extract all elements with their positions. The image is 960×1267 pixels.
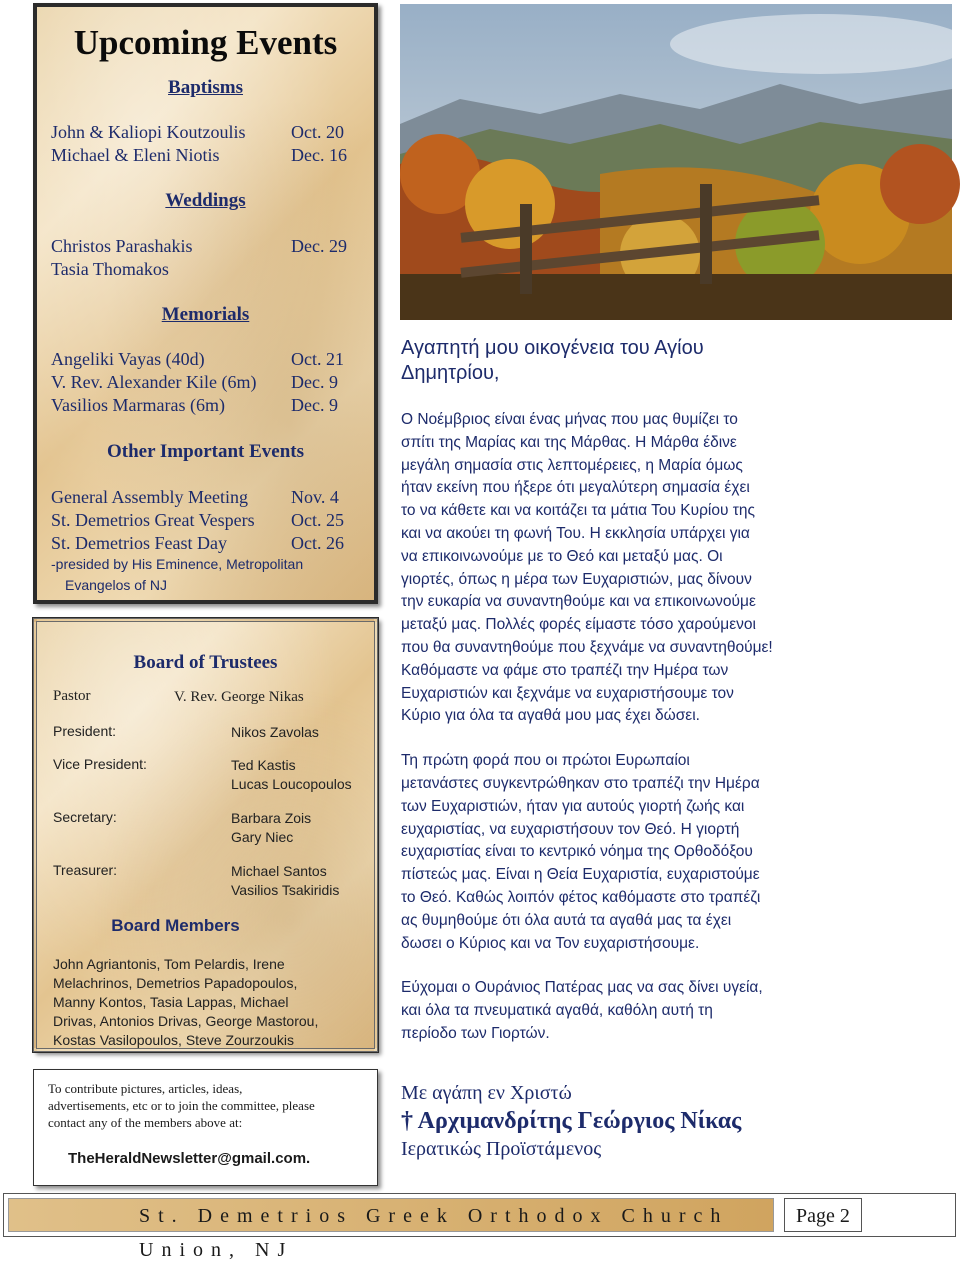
- person-name: Gary Niec: [231, 829, 294, 845]
- role-label: President:: [53, 723, 117, 739]
- church-name-banner: St. Demetrios Greek Orthodox Church Union, NJ: [8, 1198, 774, 1232]
- role-label: Vice President:: [53, 756, 147, 772]
- person-name: Barbara Zois: [231, 810, 312, 826]
- person-name: Michael Santos: [231, 863, 327, 879]
- newsletter-email-link[interactable]: TheHeraldNewsletter@gmail.com.: [68, 1150, 311, 1167]
- letter-signature: † Αρχιμανδρίτης Γεώργιος Νίκας: [401, 1108, 742, 1134]
- page-footer: [3, 1193, 956, 1261]
- person-name: Ted Kastis: [231, 757, 296, 773]
- autumn-landscape-photo: [400, 4, 952, 320]
- person-name: Vasilios Tsakiridis: [231, 882, 340, 898]
- board-of-trustees-heading: Board of Trustees: [133, 652, 278, 673]
- members-line: Melachrinos, Demetrios Papadopoulos,: [53, 975, 298, 991]
- members-line: Manny Kontos, Tasia Lappas, Michael: [53, 994, 289, 1010]
- weddings-heading: Weddings: [165, 190, 246, 211]
- board-members-list: [53, 955, 360, 1050]
- autumn-landscape-image: [400, 4, 952, 320]
- role-label: Treasurer:: [53, 862, 118, 878]
- letter-signature-block: [401, 1080, 741, 1162]
- members-line: John Agriantonis, Tom Pelardis, Irene: [53, 956, 285, 972]
- memorials-heading: Memorials: [161, 304, 250, 325]
- person-name: Lucas Loucopoulos: [231, 776, 352, 792]
- board-members-heading: Board Members: [111, 916, 240, 935]
- upcoming-events-box: Upcoming Events Baptisms John & Kaliopi Koutzoulis Oct. 20 Michael & Eleni Niotis Dec. 16 Weddings Christos Parashakis Dec. 29 Tasia Thomakos Memorials Angeliki Vayas (40d) Oct. 21 V. Rev. Alexander Kile (6m) Dec. 9 Vasilios Marmaras (6m) Dec. 9 Other Important Events General Assembly Meeting Nov. 4 St. Demetrios Great Vespers Oct. 25 St. Demetrios Feast Day Oct. 26 -presided by His Eminence, Metropolitan Evangelos of NJ: [33, 3, 378, 604]
- members-line: Kostas Vasilopoulos, Steve Zourzoukis: [53, 1032, 294, 1048]
- baptisms-heading: Baptisms: [168, 77, 243, 98]
- members-line: Drivas, Antonios Drivas, George Mastorou,: [53, 1013, 319, 1029]
- letter-paragraph-2: Τη πρώτη φορά που οι πρώτοι Ευρωπαίοι μετανάστες συγκεντρώθηκαν στο τραπέζι την Ημέρα των Ευχαριστιών, ήταν για αυτούς γιορτή ζωής και ευχαριστίας, να ευχαριστήσουν τον Θεό. Η γιορτή ευχαριστίας είναι το κεντρικό νόημα της Ορθοδόξου πίστεώς μας. Είναι η Θεία Ευχαριστία, ευχαριστούμε το Θεό. Καθώς λοιπόν φέτος καθόμαστε στο τραπέζι ας θυμηθούμε ότι όλα αυτά τα αγαθά μας τα έχει δωσει ο Κύριος και να Τον ευχαριστήσουμε.: [401, 752, 761, 952]
- role-label: Secretary:: [53, 809, 117, 825]
- role-label: Pastor: [53, 688, 91, 704]
- feast-day-note: -presided by His Eminence, Metropolitan: [51, 556, 304, 572]
- letter-paragraph-1: Ο Νοέμβριος είναι ένας μήνας που μας θυμίζει το σπίτι της Μαρίας και της Μάρθας. Η Μάρθα έδινε μεγάλη σημασία στις λεπτομέρειες, η Μαρία όμως ήταν εκείνη που ήξερε ότι μεγαλύτερη σημασία έχει το να κάθετε και να κοιτάζει τα μάτια Του Κυρίου της και να ακούει τη φωνή Του. Η εκκλησία υπάρχει για να επικοινωνούμε με το Θεό και μεταξύ μας. Οι γιορτές, όπως η μέρα των Ευχαριστιών, μας δίνουν την ευκαρία να συναντηθούμε και να επικοινωνούμε μεταξύ μας. Πολλές φορές είμαστε τόσο χαρούμενοι που θα συναντηθούμε που ξεχνάμε να συναντηθούμε! Καθόμαστε να φάμε στο τραπέζι την Ημέρα των Ευχαριστιών και ξεχνάμε να ευχαριστήσουμε τον Κύριο για όλα τα αγαθά μου μας έχει δώσει.: [401, 411, 773, 725]
- feast-day-note-continued: Evangelos of NJ: [65, 577, 167, 593]
- upcoming-events-title: Upcoming Events: [73, 23, 338, 62]
- pastor-letter: [401, 336, 831, 1046]
- letter-salutation: Αγαπητή μου οικογένεια του Αγίου Δημητρίου,: [401, 337, 704, 384]
- person-name: Nikos Zavolas: [231, 724, 319, 740]
- contribute-text: To contribute pictures, articles, ideas, advertisements, etc or to join the committee, please contact any of the members above at:: [48, 1081, 315, 1130]
- letter-paragraph-3: Εύχομαι ο Ουράνιος Πατέρας μας να σας δίνει υγεία, και όλα τα πνευματικά αγαθά, καθόλη αυτή τη περίοδο των Γιορτών.: [401, 979, 763, 1042]
- board-box: [33, 618, 378, 1052]
- person-name: V. Rev. George Nikas: [174, 689, 304, 705]
- letter-closing: Με αγάπη εν Χριστώ: [401, 1082, 572, 1104]
- other-events-heading: Other Important Events: [106, 441, 305, 462]
- contribute-box: [33, 1069, 378, 1186]
- signer-position: Ιερατικώς Προϊστάμενος: [401, 1138, 602, 1160]
- page-number: Page 2: [784, 1198, 862, 1232]
